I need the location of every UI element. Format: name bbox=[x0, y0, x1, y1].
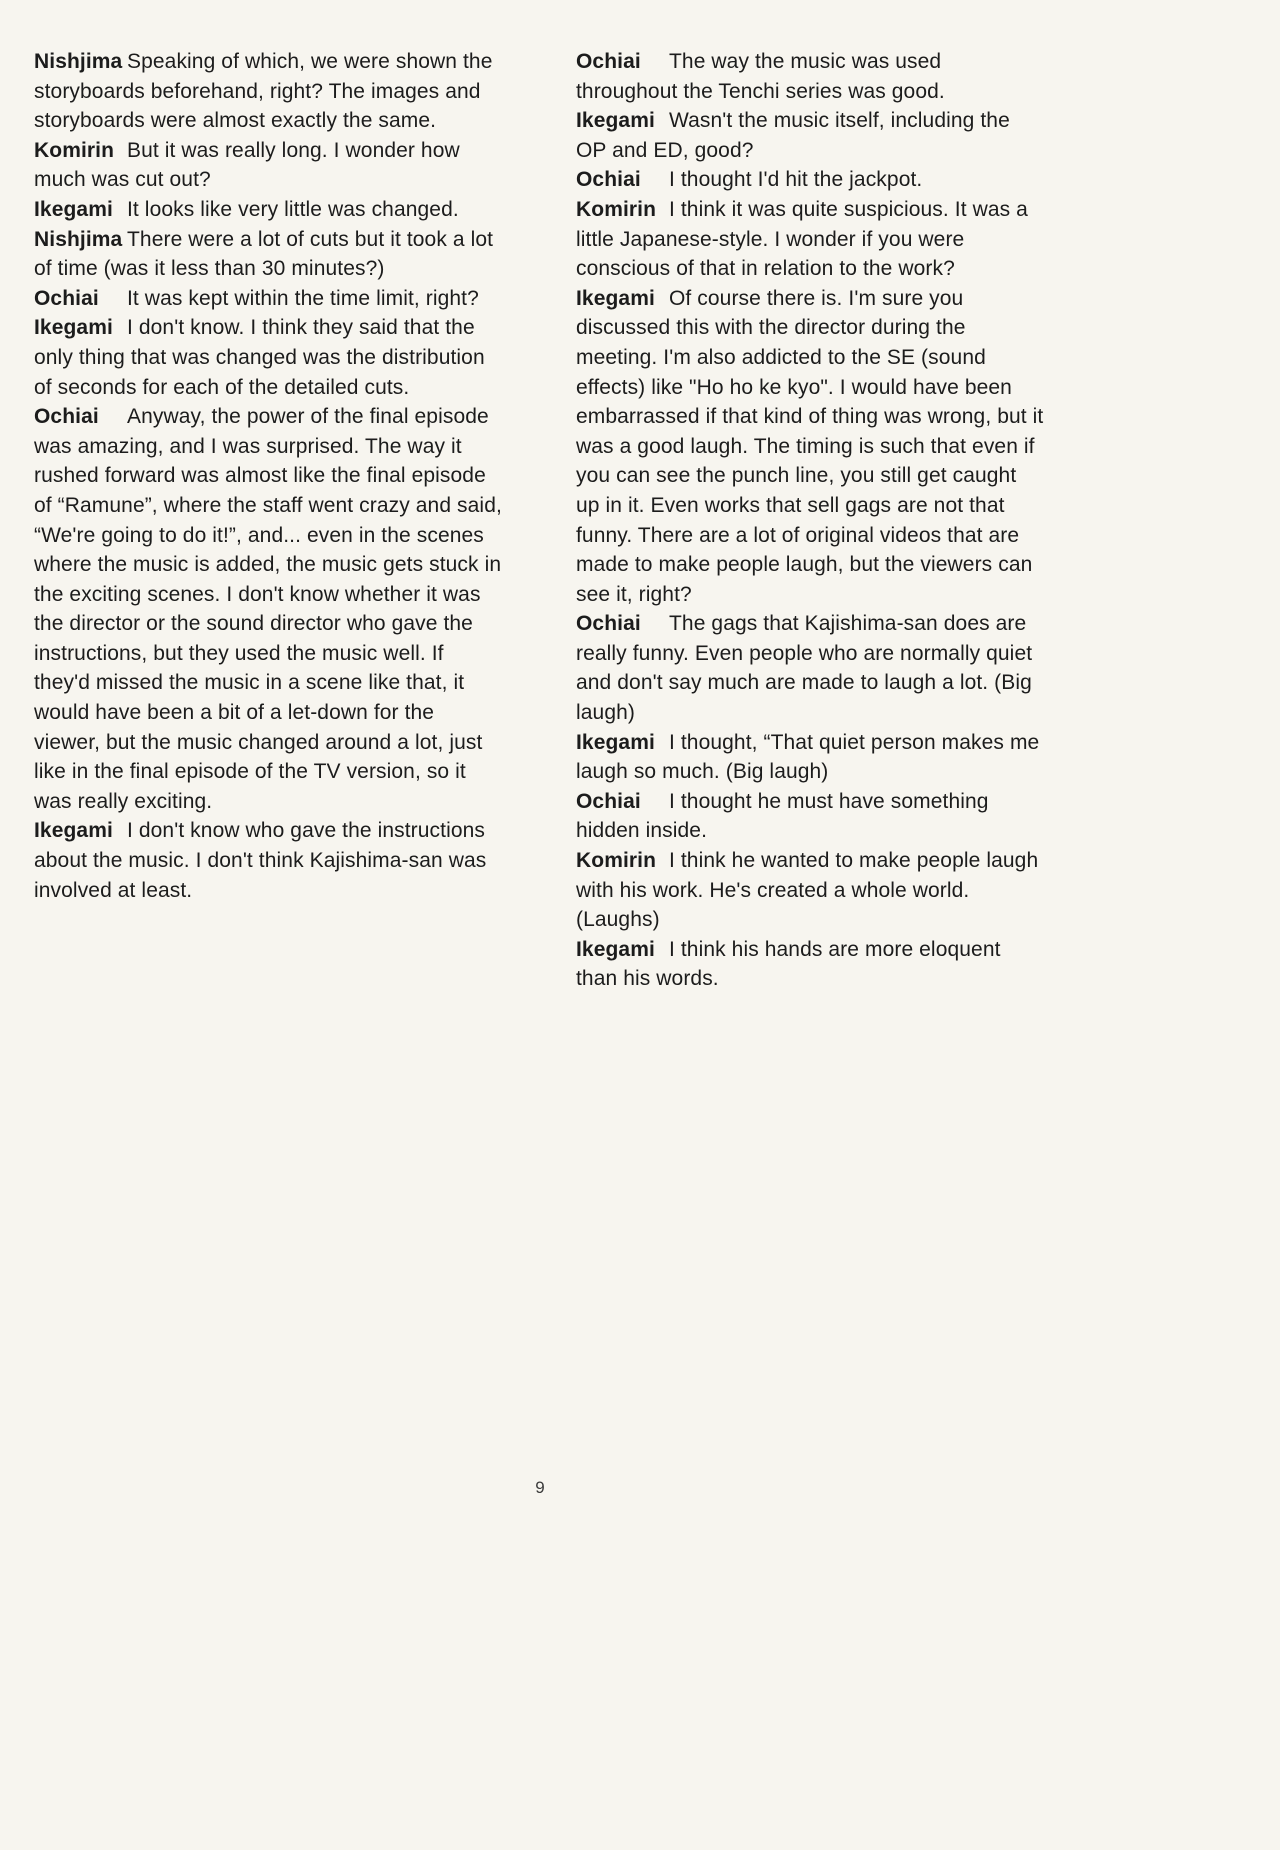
dialogue-entry bbox=[576, 165, 1044, 195]
dialogue-entry bbox=[576, 195, 1044, 284]
dialogue-entry bbox=[34, 313, 502, 402]
speech-text: I don't know who gave the instructions about the music. I don't think Kajishima-san was involved at least. bbox=[34, 819, 487, 902]
speaker-name: Komirin bbox=[576, 197, 657, 221]
dialogue-entry bbox=[34, 225, 502, 284]
speech-text: It was kept within the time limit, right? bbox=[127, 286, 479, 310]
speaker-name: Ikegami bbox=[576, 286, 655, 310]
speaker-name: Ikegami bbox=[576, 109, 655, 133]
speaker-name: Ochiai bbox=[576, 168, 641, 192]
dialogue-entry bbox=[34, 136, 502, 195]
speaker-name: Ochiai bbox=[576, 612, 641, 636]
speech-text: The way the music was used throughout the Tenchi series was good. bbox=[576, 50, 945, 103]
dialogue-entry bbox=[576, 47, 1044, 106]
speaker-name: Ikegami bbox=[34, 197, 113, 221]
speech-text: I think it was quite suspicious. It was a little Japanese-style. I wonder if you were conscious of that in relation to the work? bbox=[576, 197, 1028, 281]
speech-text: I think he wanted to make people laugh with his work. He's created a whole world. (Laughs) bbox=[576, 849, 1039, 932]
dialogue-entry bbox=[576, 787, 1044, 846]
speaker-name: Ochiai bbox=[34, 405, 99, 429]
speech-text: Wasn't the music itself, including the OP and ED, good? bbox=[576, 109, 1010, 162]
speaker-name: Ikegami bbox=[34, 819, 113, 843]
dialogue-entry bbox=[576, 728, 1044, 787]
speech-text: Speaking of which, we were shown the storyboards beforehand, right? The images and storyboards were almost exactly the same. bbox=[34, 50, 493, 133]
speaker-name: Komirin bbox=[34, 138, 115, 162]
speaker-name: Ikegami bbox=[34, 316, 113, 340]
speech-text: Anyway, the power of the final episode was amazing, and I was surprised. The way it rushed forward was almost like the final episode of “Ramune”, where the staff went crazy and said, “We're going to do it!”, and... even in the scenes where the music is added, the music gets stuck in the exciting scenes. I don't know whether it was the director or the sound director who gave the instructions, but they used the music well. If they'd missed the music in a scene like that, it would have been a bit of a let-down for the viewer, but the music changed around a lot, just like in the final episode of the TV version, so it was really exciting. bbox=[34, 405, 502, 813]
left-column bbox=[34, 47, 502, 994]
dialogue-entry bbox=[34, 284, 502, 314]
speech-text: I don't know. I think they said that the only thing that was changed was the distribution of seconds for each of the detailed cuts. bbox=[34, 316, 485, 399]
speech-text: But it was really long. I wonder how much was cut out? bbox=[34, 138, 460, 192]
speech-text: The gags that Kajishima-san does are really funny. Even people who are normally quiet and don't say much are made to laugh a lot. (Big laugh) bbox=[576, 612, 1033, 725]
speaker-name: Ochiai bbox=[576, 50, 641, 73]
speaker-name: Ikegami bbox=[576, 730, 655, 754]
speaker-name: Ochiai bbox=[576, 789, 641, 813]
speech-text: I thought he must have something hidden inside. bbox=[576, 789, 989, 843]
dialogue-entry bbox=[576, 846, 1044, 935]
dialogue-entry bbox=[34, 816, 502, 905]
speaker-name: Nishjima bbox=[34, 227, 123, 251]
speech-text: I thought I'd hit the jackpot. bbox=[669, 168, 923, 192]
page-number: 9 bbox=[535, 1478, 545, 1497]
speech-text: I think his hands are more eloquent than his words. bbox=[576, 937, 1001, 991]
dialogue-entry bbox=[576, 609, 1044, 727]
speaker-name: Nishjima bbox=[34, 50, 123, 73]
dialogue-entry bbox=[576, 284, 1044, 610]
right-column bbox=[576, 47, 1044, 994]
speech-text: It looks like very little was changed. bbox=[127, 197, 459, 221]
speaker-name: Ochiai bbox=[34, 286, 99, 310]
dialogue-entry bbox=[34, 402, 502, 816]
speech-text: There were a lot of cuts but it took a lot of time (was it less than 30 minutes?) bbox=[34, 227, 494, 281]
speech-text: I thought, “That quiet person makes me laugh so much. (Big laugh) bbox=[576, 730, 1040, 784]
dialogue-entry bbox=[34, 47, 502, 136]
speaker-name: Ikegami bbox=[576, 937, 655, 961]
dialogue-entry bbox=[34, 195, 502, 225]
dialogue-entry bbox=[576, 935, 1044, 994]
dialogue-entry bbox=[576, 106, 1044, 165]
speaker-name: Komirin bbox=[576, 849, 657, 873]
speech-text: Of course there is. I'm sure you discussed this with the director during the meeting. I'm also addicted to the SE (sound effects) like "Ho ho ke kyo". I would have been embarrassed if that kind of thing was wrong, but it was a good laugh. The timing is such that even if you can see the punch line, you still get caught up in it. Even works that sell gags are not that funny. There are a lot of original videos that are made to make people laugh, but the viewers can see it, right? bbox=[576, 286, 1044, 606]
